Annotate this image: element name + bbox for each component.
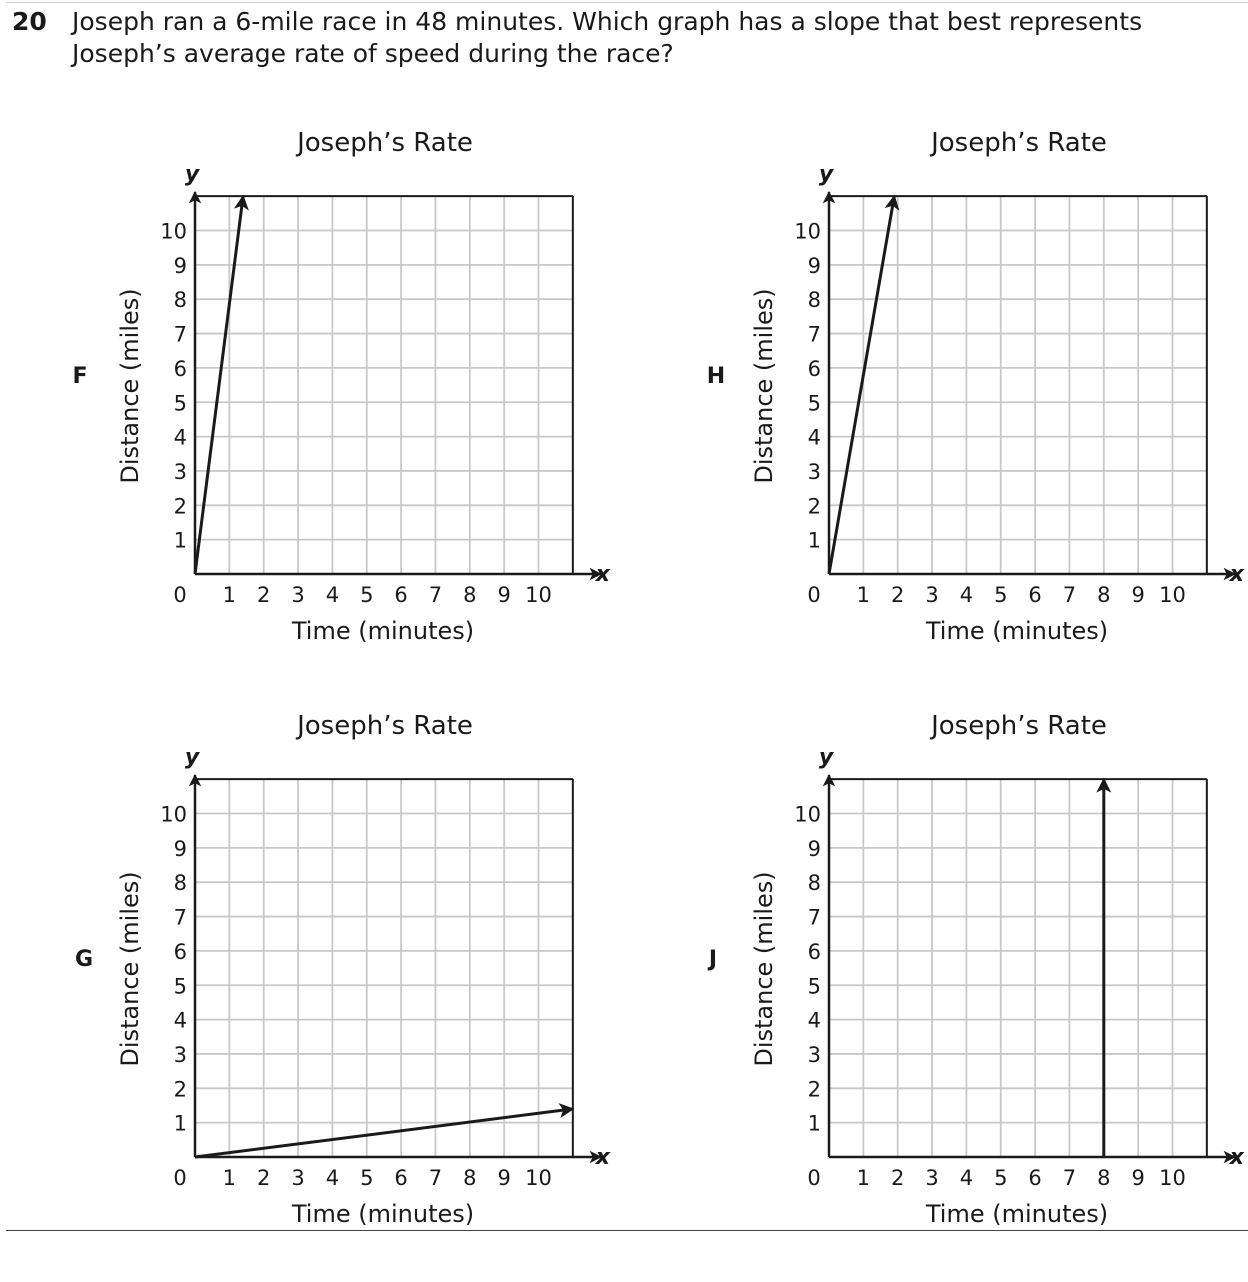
x-tick-label: 3: [291, 1166, 305, 1190]
question-line-1: Joseph ran a 6-mile race in 48 minutes. Which graph has a slope that best represents: [72, 7, 1143, 36]
y-tick-label: 9: [173, 253, 187, 278]
x-tick-label: 6: [394, 1166, 408, 1190]
x-tick-label: 8: [1097, 1166, 1111, 1190]
y-tick-label: 9: [173, 836, 187, 861]
x-tick-label: 1: [856, 583, 871, 607]
x-tick-label: 5: [360, 583, 374, 607]
x-tick-label: 3: [925, 583, 939, 607]
y-axis-label: Distance (miles): [750, 871, 778, 1067]
x-tick-label: 2: [891, 583, 905, 607]
x-tick-label: 6: [1028, 583, 1042, 607]
y-axis-symbol: y: [818, 162, 834, 188]
y-tick-label: 4: [173, 1008, 187, 1033]
y-tick-label: 1: [173, 528, 187, 553]
x-tick-label: 7: [428, 583, 443, 607]
question-line-2: Joseph’s average rate of speed during the race?: [72, 39, 674, 68]
x-tick-label: 1: [222, 1166, 237, 1190]
x-tick-label: 7: [428, 1166, 443, 1190]
x-tick-label: 0: [173, 1166, 187, 1190]
y-tick-label: 8: [173, 871, 187, 896]
x-tick-label: 0: [807, 583, 821, 607]
x-tick-label: 3: [925, 1166, 939, 1190]
y-tick-label: 7: [173, 322, 187, 347]
x-axis-label: Time (minutes): [291, 617, 475, 645]
y-tick-label: 5: [173, 974, 187, 999]
y-tick-label: 10: [160, 219, 187, 244]
chart-panel-f: [72, 128, 610, 645]
x-tick-label: 0: [173, 583, 187, 607]
x-tick-label: 7: [1062, 1166, 1077, 1190]
y-tick-label: 1: [807, 1111, 821, 1136]
y-tick-label: 3: [173, 459, 187, 484]
x-tick-label: 1: [856, 1166, 871, 1190]
x-axis-symbol: x: [1229, 562, 1244, 587]
x-axis-symbol: x: [595, 562, 610, 587]
y-tick-label: 3: [807, 1042, 821, 1067]
x-tick-label: 2: [257, 583, 271, 607]
x-tick-label: 10: [1159, 1166, 1186, 1190]
x-tick-label: 8: [463, 583, 477, 607]
bottom-divider: [6, 1230, 1248, 1231]
x-tick-label: 6: [394, 583, 408, 607]
y-tick-label: 6: [807, 939, 821, 964]
y-tick-label: 5: [807, 974, 821, 999]
x-tick-label: 2: [257, 1166, 271, 1190]
y-tick-label: 10: [794, 802, 821, 827]
y-tick-label: 2: [807, 1077, 821, 1102]
y-axis-symbol: y: [184, 745, 200, 771]
y-tick-label: 2: [173, 494, 187, 519]
x-tick-label: 1: [222, 583, 237, 607]
x-tick-label: 10: [525, 1166, 552, 1190]
x-tick-label: 2: [891, 1166, 905, 1190]
y-tick-label: 4: [173, 425, 187, 450]
data-line: [829, 196, 894, 574]
y-tick-label: 7: [807, 905, 821, 930]
x-axis-symbol: x: [1229, 1145, 1244, 1170]
x-tick-label: 0: [807, 1166, 821, 1190]
y-tick-label: 4: [807, 425, 821, 450]
y-tick-label: 8: [807, 871, 821, 896]
y-tick-label: 3: [173, 1042, 187, 1067]
y-tick-label: 9: [807, 836, 821, 861]
x-tick-label: 4: [959, 583, 974, 607]
option-letter: G: [74, 947, 94, 972]
y-tick-label: 10: [160, 802, 187, 827]
y-tick-label: 8: [173, 288, 187, 313]
y-tick-label: 6: [173, 939, 187, 964]
y-tick-label: 5: [173, 391, 187, 416]
y-tick-label: 1: [807, 528, 821, 553]
y-tick-label: 7: [807, 322, 821, 347]
x-tick-label: 9: [1131, 1166, 1145, 1190]
chart-title: Joseph’s Rate: [297, 711, 473, 741]
y-tick-label: 6: [807, 356, 821, 381]
y-tick-label: 2: [173, 1077, 187, 1102]
question-number: 20: [12, 7, 47, 36]
y-tick-label: 1: [173, 1111, 187, 1136]
x-tick-label: 5: [994, 583, 1008, 607]
x-tick-label: 10: [1159, 583, 1186, 607]
chart-panel-h: [707, 128, 1245, 645]
x-axis-label: Time (minutes): [925, 1200, 1109, 1228]
y-tick-label: 2: [807, 494, 821, 519]
y-tick-label: 9: [807, 253, 821, 278]
x-tick-label: 9: [497, 1166, 511, 1190]
x-tick-label: 9: [1131, 583, 1145, 607]
y-tick-label: 6: [173, 356, 187, 381]
x-tick-label: 4: [325, 1166, 340, 1190]
y-tick-label: 7: [173, 905, 187, 930]
x-tick-label: 5: [994, 1166, 1008, 1190]
y-axis-label: Distance (miles): [116, 288, 144, 484]
x-tick-label: 3: [291, 583, 305, 607]
chart-title: Joseph’s Rate: [931, 711, 1107, 741]
y-tick-label: 4: [807, 1008, 821, 1033]
option-letter: F: [72, 364, 88, 389]
chart-title: Joseph’s Rate: [931, 128, 1107, 158]
y-axis-label: Distance (miles): [116, 871, 144, 1067]
y-axis-symbol: y: [818, 745, 834, 771]
x-axis-label: Time (minutes): [925, 617, 1109, 645]
y-tick-label: 8: [807, 288, 821, 313]
chart-title: Joseph’s Rate: [297, 128, 473, 158]
chart-panel-g: [75, 711, 611, 1228]
y-axis-label: Distance (miles): [750, 288, 778, 484]
x-tick-label: 6: [1028, 1166, 1042, 1190]
y-tick-label: 5: [807, 391, 821, 416]
option-letter: H: [706, 364, 726, 389]
x-tick-label: 7: [1062, 583, 1077, 607]
x-tick-label: 4: [325, 583, 340, 607]
x-axis-symbol: x: [595, 1145, 610, 1170]
x-tick-label: 8: [1097, 583, 1111, 607]
x-axis-label: Time (minutes): [291, 1200, 475, 1228]
y-axis-symbol: y: [184, 162, 200, 188]
x-tick-label: 10: [525, 583, 552, 607]
x-tick-label: 8: [463, 1166, 477, 1190]
x-tick-label: 4: [959, 1166, 974, 1190]
y-tick-label: 10: [794, 219, 821, 244]
chart-panel-j: [707, 711, 1245, 1228]
y-tick-label: 3: [807, 459, 821, 484]
data-line: [195, 1109, 573, 1157]
option-letter: J: [708, 947, 718, 972]
x-tick-label: 9: [497, 583, 511, 607]
x-tick-label: 5: [360, 1166, 374, 1190]
data-line: [195, 196, 243, 574]
